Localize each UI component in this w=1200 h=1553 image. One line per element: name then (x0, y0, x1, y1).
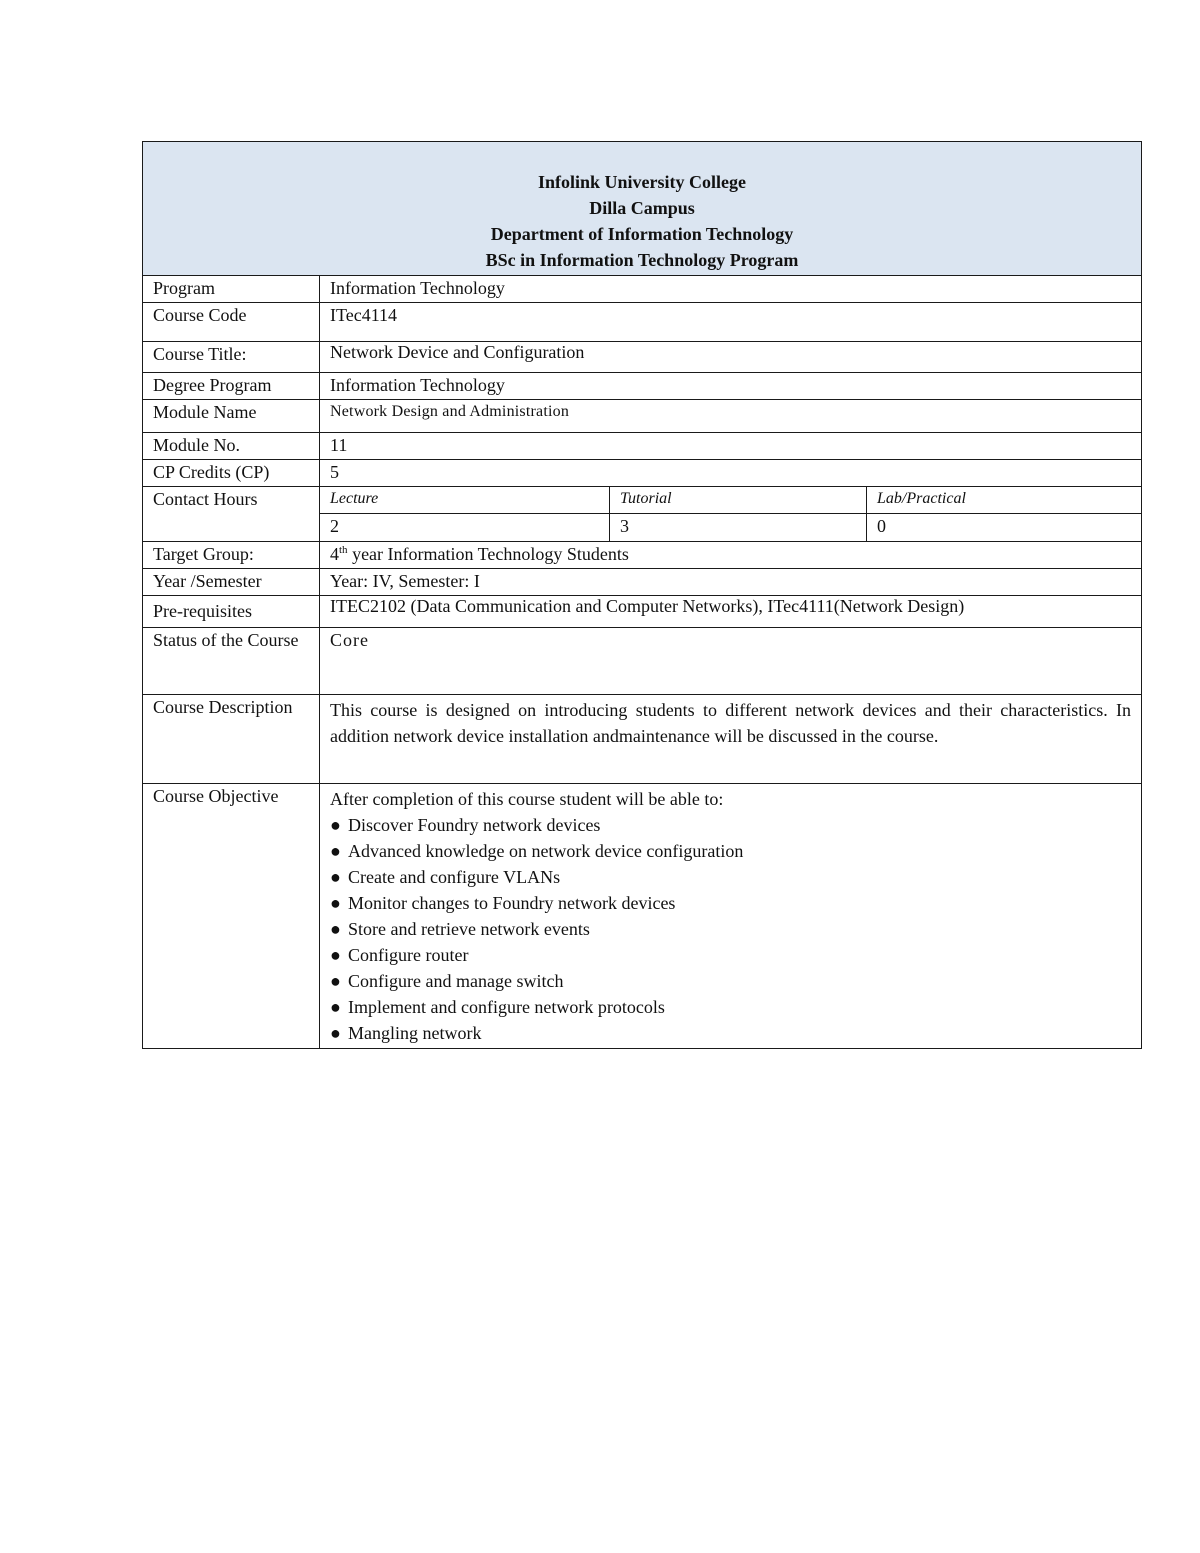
list-item (330, 890, 1131, 916)
target-group-label: Target Group: (143, 542, 320, 569)
department-name: Department of Information Technology (490, 224, 794, 244)
program-label: Program (143, 276, 320, 303)
module-no-value: 11 (320, 433, 1142, 460)
course-info-table (142, 141, 1142, 1049)
tutorial-hours: 3 (610, 514, 867, 542)
bullet-icon: ● (330, 893, 341, 913)
list-item (330, 942, 1131, 968)
table-row-degree-program (143, 373, 1142, 400)
objective-item-text: Store and retrieve network events (348, 919, 590, 939)
program-value: Information Technology (320, 276, 1142, 303)
objective-item-text: Create and configure VLANs (348, 867, 561, 887)
bullet-icon: ● (330, 841, 341, 861)
table-row-target-group (143, 542, 1142, 569)
target-group-value (320, 542, 1142, 569)
target-group-text: year Information Technology Students (347, 544, 629, 564)
status-label: Status of the Course (143, 628, 320, 695)
table-row-cp-credits (143, 460, 1142, 487)
table-row-prerequisites (143, 596, 1142, 628)
list-item (330, 864, 1131, 890)
bullet-icon: ● (330, 945, 341, 965)
bullet-icon: ● (330, 997, 341, 1017)
lab-practical-hours: 0 (867, 514, 1142, 542)
lecture-hours: 2 (320, 514, 610, 542)
institution-name: Infolink University College (538, 172, 747, 192)
objective-intro: After completion of this course student will be able to: (330, 789, 724, 809)
course-code-label: Course Code (143, 303, 320, 342)
header-row (143, 142, 1142, 276)
program-name: BSc in Information Technology Program (485, 250, 799, 270)
course-title-value: Network Device and Configuration (320, 342, 1142, 373)
bullet-icon: ● (330, 1023, 341, 1043)
table-row-year-semester (143, 569, 1142, 596)
objective-item-text: Implement and configure network protocols (348, 997, 665, 1017)
list-item (330, 968, 1131, 994)
prerequisites-label: Pre-requisites (143, 596, 320, 628)
module-name-label: Module Name (143, 400, 320, 433)
list-item (330, 994, 1131, 1020)
module-name-value: Network Design and Administration (320, 400, 1142, 433)
table-row-status (143, 628, 1142, 695)
contact-hours-label: Contact Hours (143, 487, 320, 542)
bullet-icon: ● (330, 971, 341, 991)
lecture-header: Lecture (320, 487, 610, 514)
objective-item-text: Discover Foundry network devices (348, 815, 601, 835)
status-value: Core (320, 628, 1142, 695)
objective-label: Course Objective (143, 784, 320, 1049)
cp-credits-value: 5 (320, 460, 1142, 487)
table-row-objective (143, 784, 1142, 1049)
table-row-description (143, 695, 1142, 784)
objective-item-text: Configure and manage switch (348, 971, 564, 991)
table-row-course-code (143, 303, 1142, 342)
degree-program-value: Information Technology (320, 373, 1142, 400)
campus-name: Dilla Campus (589, 198, 695, 218)
bullet-icon: ● (330, 815, 341, 835)
table-row-module-name (143, 400, 1142, 433)
list-item (330, 838, 1131, 864)
module-no-label: Module No. (143, 433, 320, 460)
course-code-value: ITec4114 (320, 303, 1142, 342)
target-group-year: 4 (330, 544, 339, 564)
bullet-icon: ● (330, 919, 341, 939)
objective-item-text: Mangling network (348, 1023, 482, 1043)
objective-item-text: Monitor changes to Foundry network devices (348, 893, 676, 913)
prerequisites-value: ITEC2102 (Data Communication and Computer Networks), ITec4111(Network Design) (320, 596, 1142, 628)
tutorial-header: Tutorial (610, 487, 867, 514)
table-row-module-no (143, 433, 1142, 460)
table-row-program (143, 276, 1142, 303)
bullet-icon: ● (330, 867, 341, 887)
year-semester-label: Year /Semester (143, 569, 320, 596)
objective-item-text: Configure router (348, 945, 469, 965)
table-row-contact-hours-header (143, 487, 1142, 514)
table-row-course-title (143, 342, 1142, 373)
course-title-label: Course Title: (143, 342, 320, 373)
header-cell (143, 142, 1142, 276)
list-item (330, 1020, 1131, 1046)
degree-program-label: Degree Program (143, 373, 320, 400)
lab-practical-header: Lab/Practical (867, 487, 1142, 514)
cp-credits-label: CP Credits (CP) (143, 460, 320, 487)
year-semester-value: Year: IV, Semester: I (320, 569, 1142, 596)
description-label: Course Description (143, 695, 320, 784)
objective-item-text: Advanced knowledge on network device configuration (348, 841, 744, 861)
description-value: This course is designed on introducing students to different network devices and their characteristics. In addition network device installation andmaintenance will be discussed in the course. (320, 695, 1142, 784)
objective-value (320, 784, 1142, 1049)
target-group-suffix: th (339, 544, 348, 556)
list-item (330, 812, 1131, 838)
list-item (330, 916, 1131, 942)
